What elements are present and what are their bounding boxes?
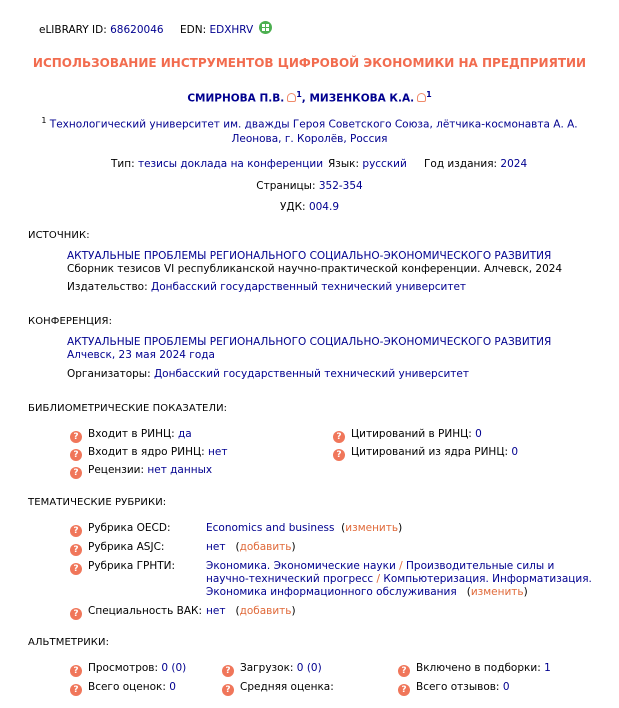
affiliation-sup: 1 (41, 116, 47, 125)
rubric-vak-label (70, 605, 202, 620)
source-heading: ИСТОЧНИК: (28, 230, 90, 241)
grnti-item[interactable]: Экономика. Экономические науки (206, 560, 396, 572)
grnti-item[interactable]: Производительные силы и (406, 560, 555, 572)
qr-code-icon[interactable] (259, 21, 272, 34)
publisher-label: Издательство: (67, 281, 148, 293)
biblio-rinc (70, 428, 192, 443)
publisher-link[interactable]: Донбасский государственный технический университет (151, 281, 467, 293)
year (424, 158, 527, 170)
affiliation-line2[interactable]: Леонова, г. Королёв, Россия (231, 132, 388, 145)
conference-heading: КОНФЕРЕНЦИЯ: (28, 316, 113, 327)
question-icon[interactable]: ? (398, 684, 410, 696)
rubrics-heading: ТЕМАТИЧЕСКИЕ РУБРИКИ: (28, 497, 167, 508)
language-value: русский (362, 158, 407, 170)
author-sup: 1 (296, 90, 302, 99)
cit-core-value[interactable]: 0 (511, 446, 519, 458)
vak-label: Специальность ВАК: (88, 605, 203, 617)
rubric-grnti-value: Экономика. Экономические науки / Производительные силы и научно-технический прогресс / Компьютеризация. Информатизация. Экономика информационного обслуживания (изменить) (206, 560, 592, 598)
oecd-value[interactable]: Economics and business (206, 522, 335, 534)
year-label: Год издания: (424, 158, 498, 170)
grnti-item[interactable]: Экономика информационного обслуживания (206, 586, 457, 598)
rubric-grnti-label (70, 560, 175, 575)
author-profile-icon[interactable] (287, 93, 296, 102)
cit-rinc-label: Цитирований в РИНЦ: (351, 428, 472, 440)
asjc-add-link[interactable]: добавить (239, 541, 292, 553)
alt-ratings (70, 681, 176, 696)
question-icon[interactable]: ? (70, 608, 82, 620)
cit-rinc-value[interactable]: 0 (475, 428, 482, 440)
question-icon[interactable]: ? (70, 563, 82, 575)
oecd-label: Рубрика OECD: (88, 522, 171, 534)
elibrary-id-label: eLIBRARY ID: (39, 24, 107, 36)
rubric-oecd-label (70, 522, 170, 537)
source-subtitle: Сборник тезисов VI республиканской научно-практической конференции. Алчевск, 2024 (67, 263, 563, 275)
cit-core-label: Цитирований из ядра РИНЦ: (351, 446, 509, 458)
biblio-heading: БИБЛИОМЕТРИЧЕСКИЕ ПОКАЗАТЕЛИ: (28, 403, 228, 414)
alt-collections (398, 662, 551, 677)
question-icon[interactable]: ? (70, 449, 82, 461)
feedback-label: Всего отзывов: (416, 681, 500, 693)
rubric-oecd-value: Economics and business (изменить) (206, 522, 403, 534)
biblio-cit-core (333, 446, 518, 461)
oecd-change-link[interactable]: изменить (345, 522, 399, 534)
doc-type-label: Тип: (111, 158, 135, 170)
question-icon[interactable]: ? (333, 431, 345, 443)
grnti-item[interactable]: Компьютеризация. Информатизация. (383, 573, 592, 585)
elibrary-id-value: 68620046 (110, 24, 164, 36)
ratings-value: 0 (169, 681, 176, 693)
downloads-value: 0 (0) (296, 662, 322, 674)
collections-label: Включено в подборки: (416, 662, 541, 674)
grnti-label: Рубрика ГРНТИ: (88, 560, 176, 572)
question-icon[interactable]: ? (398, 665, 410, 677)
asjc-label: Рубрика ASJC: (88, 541, 165, 553)
rubric-vak-value: нет (добавить) (206, 605, 296, 617)
biblio-core (70, 446, 227, 461)
reviews-label: Рецензии: (88, 464, 145, 476)
edn-label: EDN: (180, 24, 207, 36)
page-title: ИСПОЛЬЗОВАНИЕ ИНСТРУМЕНТОВ ЦИФРОВОЙ ЭКОНОМИКИ НА ПРЕДПРИЯТИИ (32, 56, 587, 70)
language (328, 158, 407, 170)
question-icon[interactable]: ? (333, 449, 345, 461)
question-icon[interactable]: ? (70, 431, 82, 443)
core-value: нет (208, 446, 228, 458)
source-publisher (67, 281, 466, 293)
pages (0, 180, 619, 192)
year-value: 2024 (500, 158, 528, 170)
question-icon[interactable]: ? (70, 684, 82, 696)
views-label: Просмотров: (88, 662, 159, 674)
organizers-link[interactable]: Донбасский государственный технический университет (153, 368, 469, 380)
elibrary-id (39, 24, 164, 36)
doc-type (111, 158, 323, 170)
alt-feedback (398, 681, 510, 696)
alt-views (70, 662, 186, 677)
asjc-value: нет (206, 541, 226, 553)
question-icon[interactable]: ? (70, 525, 82, 537)
grnti-item[interactable]: научно-технический прогресс (206, 573, 374, 585)
question-icon[interactable]: ? (222, 684, 234, 696)
biblio-reviews (70, 464, 212, 479)
grnti-change-link[interactable]: изменить (470, 586, 524, 598)
views-value: 0 (0) (161, 662, 187, 674)
question-icon[interactable]: ? (70, 544, 82, 556)
pages-value: 352-354 (318, 180, 363, 192)
doc-type-value: тезисы доклада на конференции (137, 158, 324, 170)
rubric-asjc-label (70, 541, 164, 556)
author-separator: , (301, 92, 306, 105)
language-label: Язык: (328, 158, 360, 170)
authors (0, 90, 619, 105)
grnti-separator: / (399, 560, 403, 572)
reviews-value: нет данных (147, 464, 213, 476)
edn-value: EDXHRV (209, 24, 254, 36)
affiliation (0, 114, 619, 146)
rinc-value: да (178, 428, 192, 440)
edn (180, 24, 253, 36)
feedback-value: 0 (502, 681, 510, 693)
author-profile-icon[interactable] (417, 93, 426, 102)
vak-value: нет (206, 605, 226, 617)
conference-place-date: Алчевск, 23 мая 2024 года (67, 349, 215, 361)
question-icon[interactable]: ? (222, 665, 234, 677)
alt-downloads (222, 662, 322, 677)
organizers-label: Организаторы: (67, 368, 151, 380)
author-sup: 1 (426, 90, 432, 99)
udk (0, 201, 619, 213)
author-name[interactable]: МИЗЕНКОВА К.А. (309, 92, 415, 105)
core-label: Входит в ядро РИНЦ: (88, 446, 205, 458)
biblio-cit-rinc (333, 428, 482, 443)
altmetrics-heading: АЛЬТМЕТРИКИ: (28, 637, 110, 648)
rubric-asjc-value: нет (добавить) (206, 541, 296, 553)
author-name[interactable]: СМИРНОВА П.В. (187, 92, 285, 105)
affiliation-line1[interactable]: Технологический университет им. дважды Героя Советского Союза, лётчика-космонавта А. А. (49, 118, 578, 131)
rinc-label: Входит в РИНЦ: (88, 428, 175, 440)
vak-add-link[interactable]: добавить (239, 605, 292, 617)
alt-avg (222, 681, 334, 696)
udk-label: УДК: (280, 201, 306, 213)
conference-title[interactable]: АКТУАЛЬНЫЕ ПРОБЛЕМЫ РЕГИОНАЛЬНОГО СОЦИАЛЬНО-ЭКОНОМИЧЕСКОГО РАЗВИТИЯ (67, 336, 552, 348)
source-title[interactable]: АКТУАЛЬНЫЕ ПРОБЛЕМЫ РЕГИОНАЛЬНОГО СОЦИАЛЬНО-ЭКОНОМИЧЕСКОГО РАЗВИТИЯ (67, 250, 552, 262)
question-icon[interactable]: ? (70, 467, 82, 479)
ratings-label: Всего оценок: (88, 681, 166, 693)
question-icon[interactable]: ? (70, 665, 82, 677)
conference-organizers (67, 368, 469, 380)
pages-label: Страницы: (256, 180, 316, 192)
udk-value: 004.9 (308, 201, 339, 213)
downloads-label: Загрузок: (240, 662, 294, 674)
collections-value[interactable]: 1 (544, 662, 551, 674)
grnti-separator: / (376, 573, 381, 585)
avg-label: Средняя оценка: (240, 681, 334, 693)
